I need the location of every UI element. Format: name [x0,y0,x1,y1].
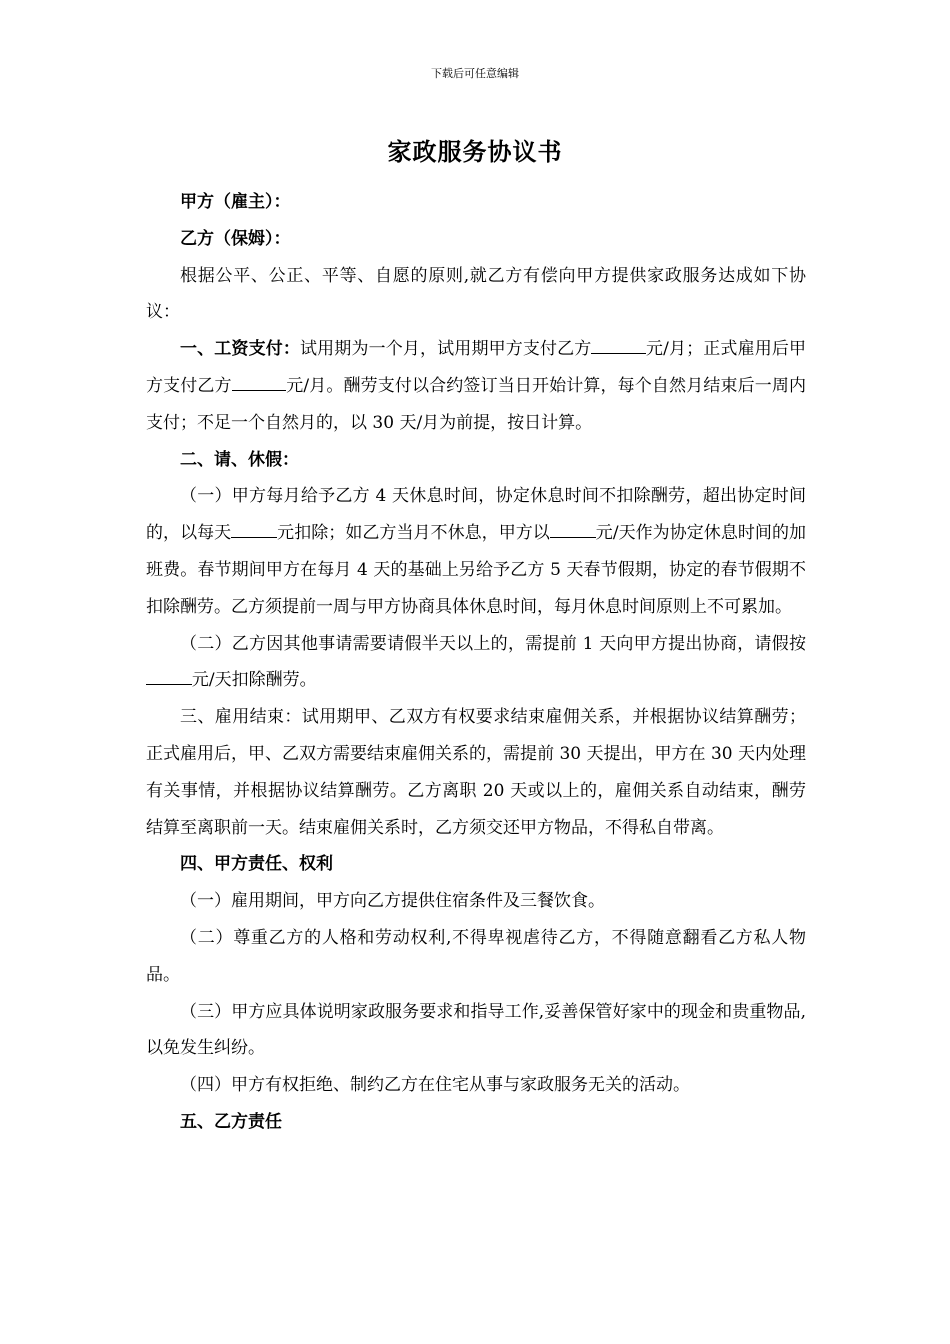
blank-leave-deduction [146,668,192,685]
section-1-text-2: 元/月；正式雇用后甲方支付乙方 [146,339,807,396]
section-1-text-1: 试用期为一个月，试用期甲方支付乙方 [300,339,592,360]
section-2-item-2 [146,626,806,700]
intro-paragraph: 根据公平、公正、平等、自愿的原则,就乙方有偿向甲方提供家政服务达成如下协议： [146,265,806,323]
section-1-heading: 一、工资支付： [180,339,301,360]
party-b-line: 乙方（保姆）： [180,228,291,249]
blank-overtime-pay [550,521,596,538]
blank-formal-salary [232,374,286,391]
section-2-item-1-text-2: 元扣除；如乙方当月不休息，甲方以 [277,523,550,544]
section-1-salary [146,331,806,441]
section-2-item-1-text-1: （一）甲方每月给予乙方 4 天休息时间，协定休息时间不扣除酬劳，超出协定时间的，以每天 [146,486,806,544]
section-2-item-1 [146,478,806,625]
blank-daily-deduction [231,521,277,538]
section-2-heading: 二、请、休假： [180,449,299,470]
section-4-item-1: （一）雇用期间，甲方向乙方提供住宿条件及三餐饮食。 [180,891,605,912]
party-a-line: 甲方（雇主）： [180,192,291,212]
header-note: 下载后可任意编辑 [431,67,519,80]
section-2-item-2-text-1: （二）乙方因其他事请需要请假半天以上的，需提前 1 天向甲方提出协商，请假按 [180,633,806,654]
section-4-item-4: （四）甲方有权拒绝、制约乙方在住宅从事与家政服务无关的活动。 [180,1075,690,1096]
document-title: 家政服务协议书 [387,137,563,166]
section-4-item-2: （二）尊重乙方的人格和劳动权利,不得卑视虐待乙方，不得随意翻看乙方私人物品。 [146,927,806,985]
section-4-item-3: （三）甲方应具体说明家政服务要求和指导工作,妥善保管好家中的现金和贵重物品,以免发生纠纷。 [146,1001,806,1059]
section-5-heading: 五、乙方责任 [180,1111,282,1132]
section-2-item-1-text-3: 元/天作为协定休息时间的加班费。春节期间甲方在每月 4 天的基础上另给予乙方 5 天春节假期，协定的春节假期不扣除酬劳。乙方须提前一周与甲方协商具体休息时间，每月休息时间原则上不可累加。 [146,523,807,617]
section-3-termination: 三、雇用结束：试用期甲、乙双方有权要求结束雇佣关系，并根据协议结算酬劳；正式雇用后，甲、乙双方需要结束雇佣关系的，需提前 30 天提出，甲方在 30 天内处理有关事情，并根据协议结算酬劳。乙方离职 20 天或以上的，雇佣关系自动结束，酬劳结算至离职前一天。结束雇佣关系时，乙方须交还甲方物品，不得私自带离。 [146,707,806,838]
section-2-item-2-text-2: 元/天扣除酬劳。 [191,670,317,691]
document-body [146,184,806,1141]
section-1-text-3: 元/月。酬劳支付以合约签订当日开始计算，每个自然月结束后一周内支付；不足一个自然月的，以 30 天/月为前提，按日计算。 [146,375,807,433]
blank-trial-salary [591,337,645,354]
section-4-heading: 四、甲方责任、权利 [180,854,333,875]
